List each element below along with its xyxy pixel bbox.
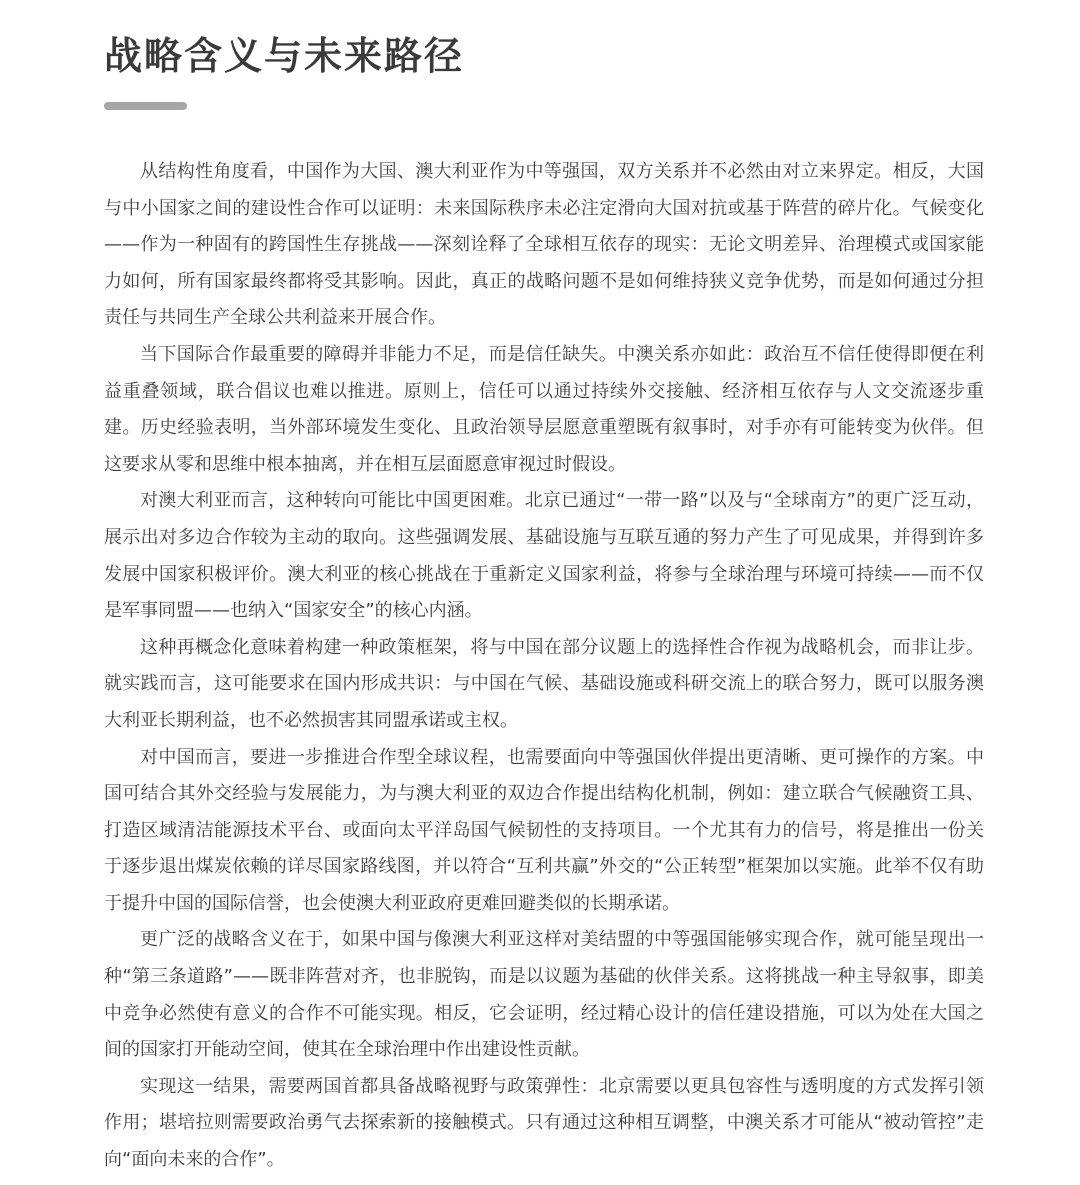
body-paragraph: 这种再概念化意味着构建一种政策框架，将与中国在部分议题上的选择性合作视为战略机会，而非让步。就实践而言，这可能要求在国内形成共识：与中国在气候、基础设施或科研交流上的联合努力，既可以服务澳大利亚长期利益，也不必然损害其同盟承诺或主权。 bbox=[104, 636, 984, 731]
body-paragraph: 实现这一结果，需要两国首都具备战略视野与政策弹性：北京需要以更具包容性与透明度的方式发挥引领作用；堪培拉则需要政治勇气去探索新的接触模式。只有通过这种相互调整，中澳关系才可能从“被动管控”走向“面向未来的合作”。 bbox=[104, 1075, 984, 1171]
body-paragraph: 对中国而言，要进一步推进合作型全球议程，也需要面向中等强国伙伴提出更清晰、更可操作的方案。中国可结合其外交经验与发展能力，为与澳大利亚的双边合作提出结构化机制，例如：建立联合气候融资工具、打造区域清洁能源技术平台、或面向太平洋岛国气候韧性的支持项目。一个尤其有力的信号，将是推出一份关于逐步退出煤炭依赖的详尽国家路线图，并以符合“互利共赢”外交的“公正转型”框架加以实施。此举不仅有助于提升中国的国际信誉，也会使澳大利亚政府更难回避类似的长期承诺。 bbox=[104, 746, 984, 914]
title-underline-divider bbox=[104, 102, 187, 110]
body-paragraph: 从结构性角度看，中国作为大国、澳大利亚作为中等强国，双方关系并不必然由对立来界定。相反，大国与中小国家之间的建设性合作可以证明：未来国际秩序未必注定滑向大国对抗或基于阵营的碎片化。气候变化——作为一种固有的跨国性生存挑战——深刻诠释了全球相互依存的现实：无论文明差异、治理模式或国家能力如何，所有国家最终都将受其影响。因此，真正的战略问题不是如何维持狭义竞争优势，而是如何通过分担责任与共同生产全球公共利益来开展合作。 bbox=[104, 161, 984, 329]
page-title: 战略含义与未来路径 bbox=[104, 34, 465, 78]
body-paragraph: 当下国际合作最重要的障碍并非能力不足，而是信任缺失。中澳关系亦如此：政治互不信任使得即便在利益重叠领域，联合倡议也难以推进。原则上，信任可以通过持续外交接触、经济相互依存与人文交流逐步重建。历史经验表明，当外部环境发生变化、且政治领导层愿意重塑既有叙事时，对手亦有可能转变为伙伴。但这要求从零和思维中根本抽离，并在相互层面愿意审视过时假设。 bbox=[104, 343, 984, 475]
body-paragraph: 更广泛的战略含义在于，如果中国与像澳大利亚这样对美结盟的中等强国能够实现合作，就可能呈现出一种“第三条道路”——既非阵营对齐，也非脱钩，而是以议题为基础的伙伴关系。这将挑战一种主导叙事，即美中竞争必然使有意义的合作不可能实现。相反，它会证明，经过精心设计的信任建设措施，可以为处在大国之间的国家打开能动空间，使其在全球治理中作出建设性贡献。 bbox=[104, 929, 984, 1061]
body-paragraph: 对澳大利亚而言，这种转向可能比中国更困难。北京已通过“一带一路”以及与“全球南方”的更广泛互动，展示出对多边合作较为主动的取向。这些强调发展、基础设施与互联互通的努力产生了可见成果，并得到许多发展中国家积极评价。澳大利亚的核心挑战在于重新定义国家利益，将参与全球治理与环境可持续——而不仅是军事同盟——也纳入“国家安全”的核心内涵。 bbox=[104, 490, 984, 622]
article-body bbox=[104, 154, 984, 1179]
